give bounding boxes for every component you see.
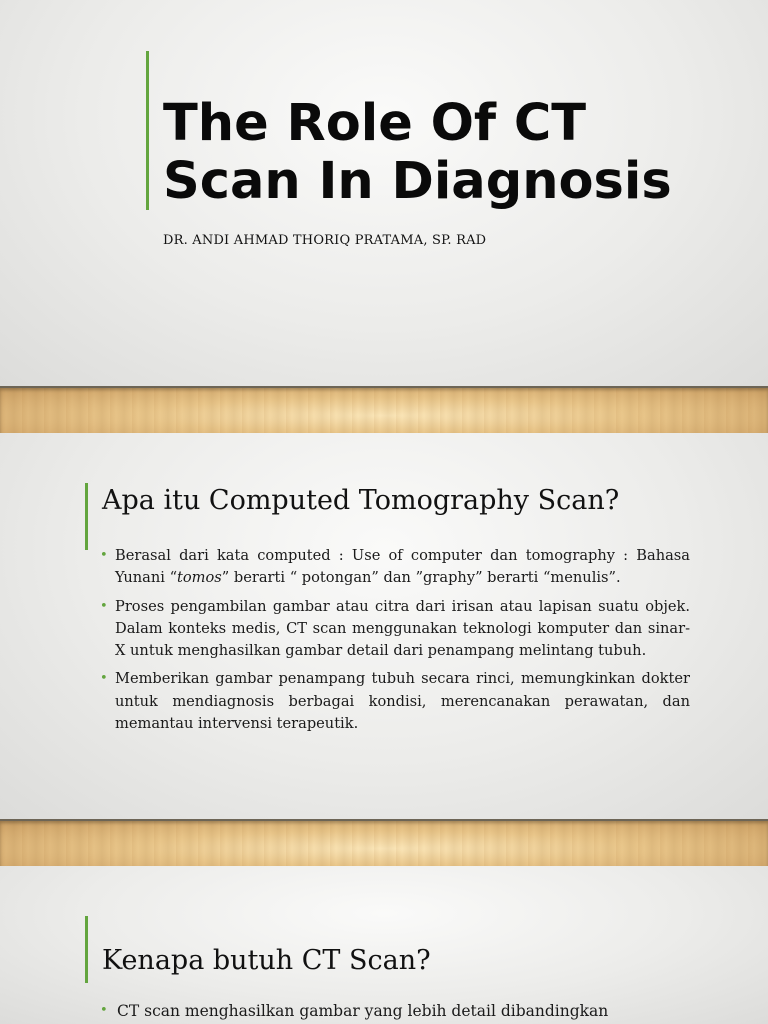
- bullet-icon: •: [100, 671, 108, 687]
- bullet-text: Proses pengambilan gambar atau citra dari irisan atau lapisan suatu objek. Dalam konteks medis, CT scan menggunakan teknologi komputer dan sinar-X untuk menghasilkan gambar detail dari penampang melintang tubuh.: [115, 597, 690, 660]
- bullet-text-italic: tomos: [177, 569, 222, 587]
- bullet-text: Memberikan gambar penampang tubuh secara rinci, memungkinkan dokter untuk mendiagnosis berbagai kondisi, merencanakan perawatan, dan memantau intervensi terapeutik.: [115, 670, 690, 733]
- accent-bar: [85, 916, 88, 983]
- bullet-icon: •: [100, 1003, 108, 1018]
- wood-divider: [0, 386, 768, 434]
- slide-1: [0, 0, 768, 386]
- bullet-item: [100, 668, 690, 735]
- bullet-icon: •: [100, 548, 108, 563]
- wood-divider: [0, 819, 768, 867]
- bullet-item: [100, 1000, 690, 1022]
- bullet-text: ” berarti “ potongan” dan ”graphy” berarti “menulis”.: [221, 569, 621, 587]
- slide-3: [0, 866, 768, 1024]
- slide-subtitle: DR. ANDI AHMAD THORIQ PRATAMA, SP. RAD: [163, 233, 487, 248]
- slide-heading: Apa itu Computed Tomography Scan?: [102, 485, 620, 516]
- bullet-icon: •: [100, 598, 108, 614]
- slide-title: [163, 95, 743, 211]
- bullet-text: Berasal dari kata computed : Use of computer dan tomography : Bahasa Yunani “: [115, 547, 690, 587]
- bullet-list: [100, 1000, 690, 1024]
- bullet-list: [100, 545, 690, 741]
- bullet-item: [100, 545, 690, 590]
- accent-bar: [146, 51, 149, 210]
- slide-2: [0, 433, 768, 819]
- title-line-2: Scan In Diagnosis: [163, 152, 672, 211]
- bullet-item: [100, 596, 690, 663]
- title-line-1: The Role Of CT: [163, 94, 587, 153]
- slide-heading: Kenapa butuh CT Scan?: [102, 945, 431, 976]
- accent-bar: [85, 483, 88, 550]
- bullet-text: CT scan menghasilkan gambar yang lebih detail dibandingkan: [117, 1002, 609, 1020]
